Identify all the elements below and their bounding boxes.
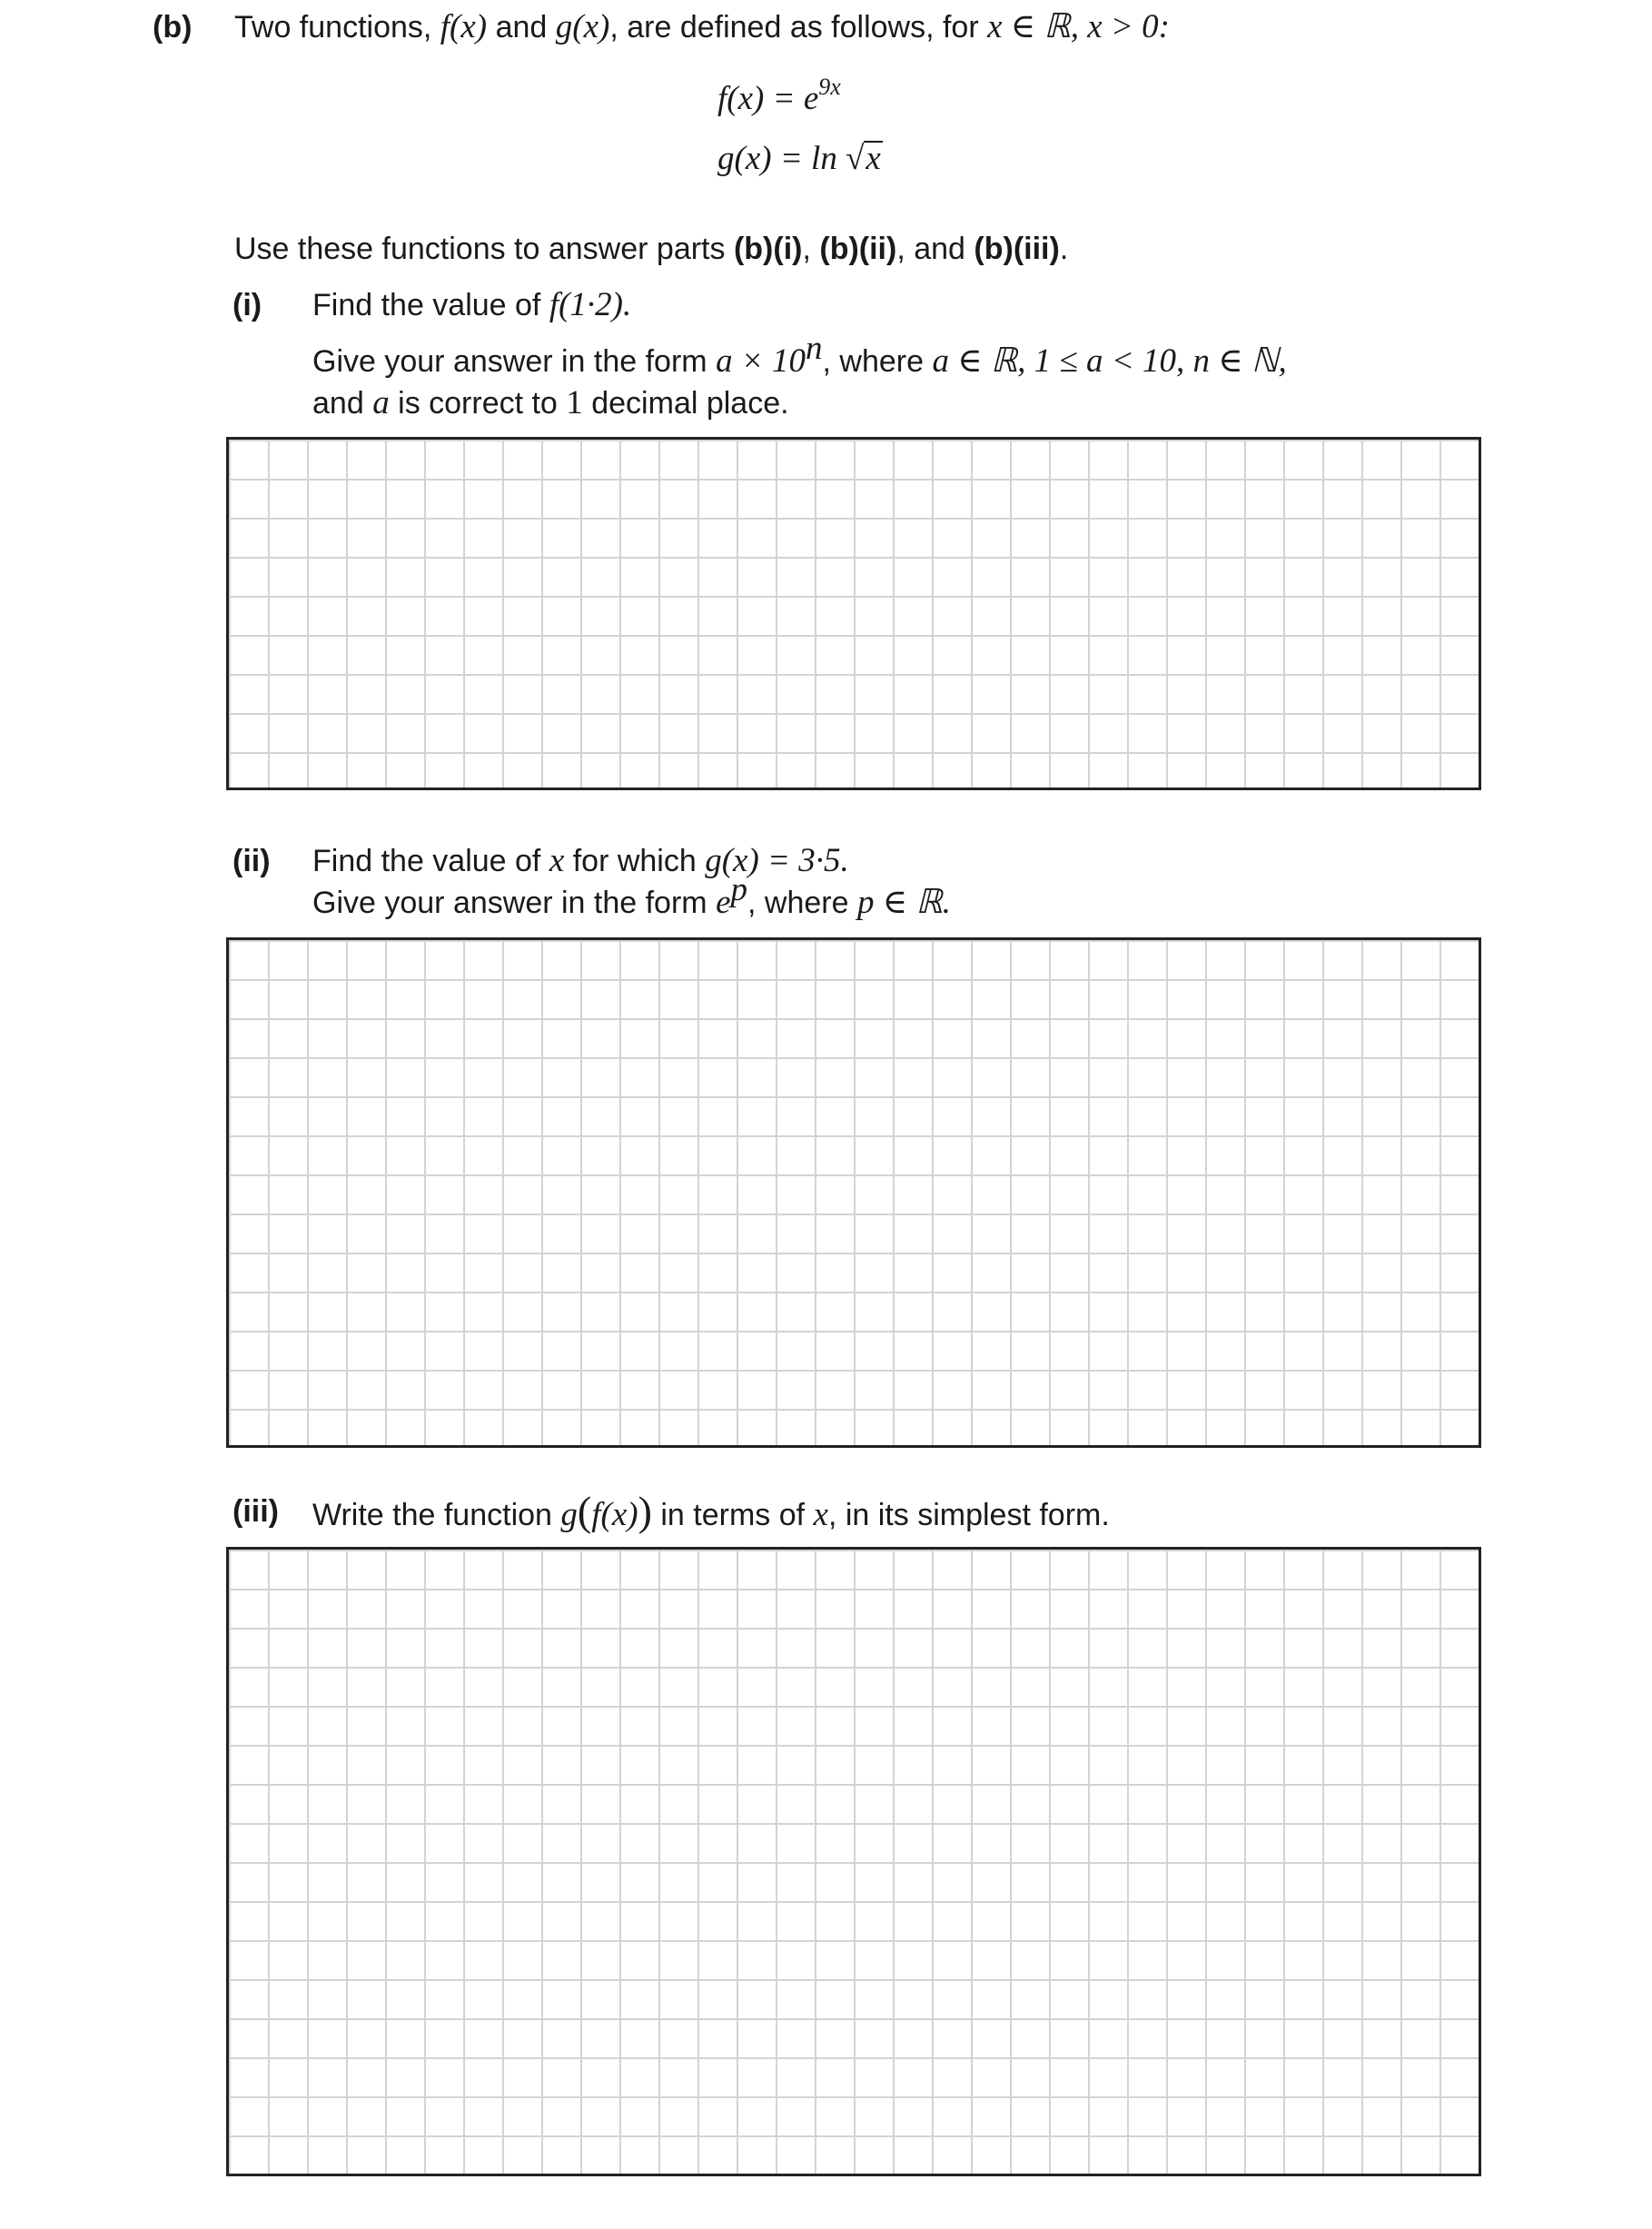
part-ii-form-instruction: Give your answer in the form $e^p$, where p ∈ ℝ. bbox=[312, 870, 951, 921]
part-i-label: (i) bbox=[232, 288, 262, 322]
answer-box-part-i[interactable] bbox=[226, 437, 1481, 790]
g-definition: g(x) = ln √x bbox=[717, 140, 881, 177]
answer-box-part-ii[interactable] bbox=[226, 937, 1481, 1448]
part-i-question: Find the value of f(1·2). bbox=[312, 286, 632, 323]
part-ii-question: Find the value of x for which g(x) = 3·5. bbox=[312, 842, 849, 879]
part-b-label: (b) bbox=[153, 10, 193, 45]
part-iii-label: (iii) bbox=[232, 1494, 279, 1529]
f-definition: $f(x) = e^{9x}$ bbox=[717, 74, 841, 117]
answer-box-part-iii[interactable] bbox=[226, 1547, 1481, 2176]
use-functions-instruction: Use these functions to answer parts (b)(i), (b)(ii), and (b)(iii). bbox=[234, 232, 1069, 266]
part-i-form-instruction: Give your answer in the form $a \times 10^n$, where a ∈ ℝ, 1 ≤ a < 10, n ∈ ℕ, bbox=[312, 329, 1287, 380]
part-iii-question: Write the function g(f(x)) in terms of x, in its simplest form. bbox=[312, 1488, 1110, 1534]
part-i-precision-instruction: and a is correct to 1 decimal place. bbox=[312, 384, 789, 421]
part-ii-label: (ii) bbox=[232, 844, 271, 878]
part-b-intro: Two functions, f(x) and g(x), are defined as follows, for x ∈ ℝ, x > 0: bbox=[234, 8, 1170, 45]
